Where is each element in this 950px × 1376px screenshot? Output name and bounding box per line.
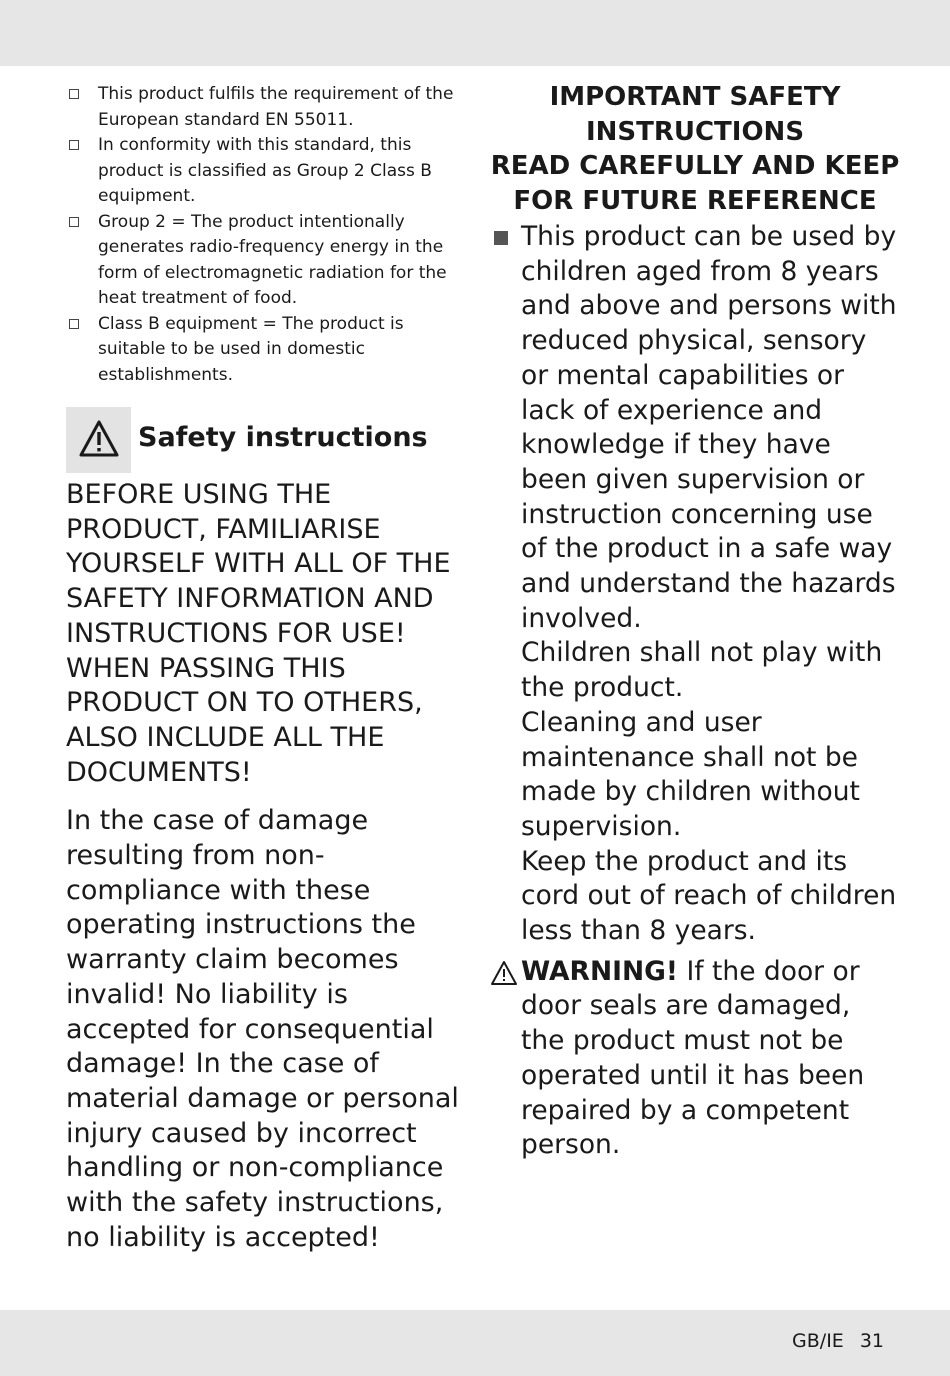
safety-heading bbox=[66, 407, 466, 473]
warning-text: If the door or door seals are damaged, the product must not be operated until it has been repaired by a competent person. bbox=[521, 955, 865, 1161]
warning-icon-box bbox=[66, 407, 131, 473]
list-item: This product fulfils the requirement of the European standard EN 55011. bbox=[66, 82, 466, 133]
liability-paragraph: In the case of damage resulting from non-compliance with these operating instructions the warranty claim becomes invalid! No liability is accepted for consequential damage! In the case of material damage or personal injury caused by incorrect handling or non-compliance with the safety instructions, no liability is accepted! bbox=[66, 805, 459, 1253]
page-number: 31 bbox=[859, 1330, 884, 1352]
bullet-paragraph: Cleaning and user maintenance shall not be made by children without supervision. bbox=[521, 706, 860, 842]
warning-notice bbox=[490, 955, 900, 1163]
bullet-paragraph: Children shall not play with the product. bbox=[521, 637, 883, 704]
bullet-paragraph: This product can be used by children aged from 8 years and above and persons with reduced physical, sensory or mental capabilities or lack of experience and knowledge if they have been given supervision or instruction concerning use of the product in a safe way and understand the hazards involved. bbox=[521, 221, 897, 634]
checkbox-icon bbox=[69, 89, 79, 99]
page-footer bbox=[792, 1330, 884, 1352]
warning-label: WARNING! bbox=[521, 955, 679, 987]
checkbox-icon bbox=[69, 140, 79, 150]
list-item: Class B equipment = The product is suitable to be used in domestic establishments. bbox=[66, 312, 466, 389]
checkbox-icon bbox=[69, 217, 79, 227]
compliance-list bbox=[66, 82, 466, 388]
section-heading: Safety instructions bbox=[138, 422, 428, 453]
top-band bbox=[0, 0, 950, 66]
title-line: IMPORTANT SAFETY bbox=[549, 82, 841, 112]
title-line: INSTRUCTIONS bbox=[585, 116, 805, 147]
list-item: In conformity with this standard, this product is classified as Group 2 Class B equipment. bbox=[66, 133, 466, 210]
footer-locale: GB/IE bbox=[792, 1330, 844, 1352]
bullet-item bbox=[490, 220, 900, 949]
bullet-paragraph: Keep the product and its cord out of reach of children less than 8 years. bbox=[521, 845, 897, 947]
warning-triangle-icon bbox=[78, 419, 120, 459]
title-line: FOR FUTURE REFERENCE bbox=[513, 185, 877, 216]
checkbox-icon bbox=[69, 319, 79, 329]
important-title bbox=[490, 80, 900, 218]
right-column bbox=[490, 80, 900, 1163]
warning-triangle-icon bbox=[490, 960, 518, 986]
square-bullet-icon bbox=[494, 231, 508, 245]
list-item: Group 2 = The product intentionally generates radio-frequency energy in the form of electromagnetic radiation for the heat treatment of food. bbox=[66, 210, 466, 312]
caps-notice: BEFORE USING THE PRODUCT, FAMILIARISE YOURSELF WITH ALL OF THE SAFETY INFORMATION AND INSTRUCTIONS FOR USE! WHEN PASSING THIS PRODUCT ON TO OTHERS, ALSO INCLUDE ALL THE DOCUMENTS! bbox=[66, 479, 451, 788]
title-line: READ CAREFULLY AND KEEP bbox=[490, 151, 900, 181]
left-column bbox=[66, 82, 466, 1255]
